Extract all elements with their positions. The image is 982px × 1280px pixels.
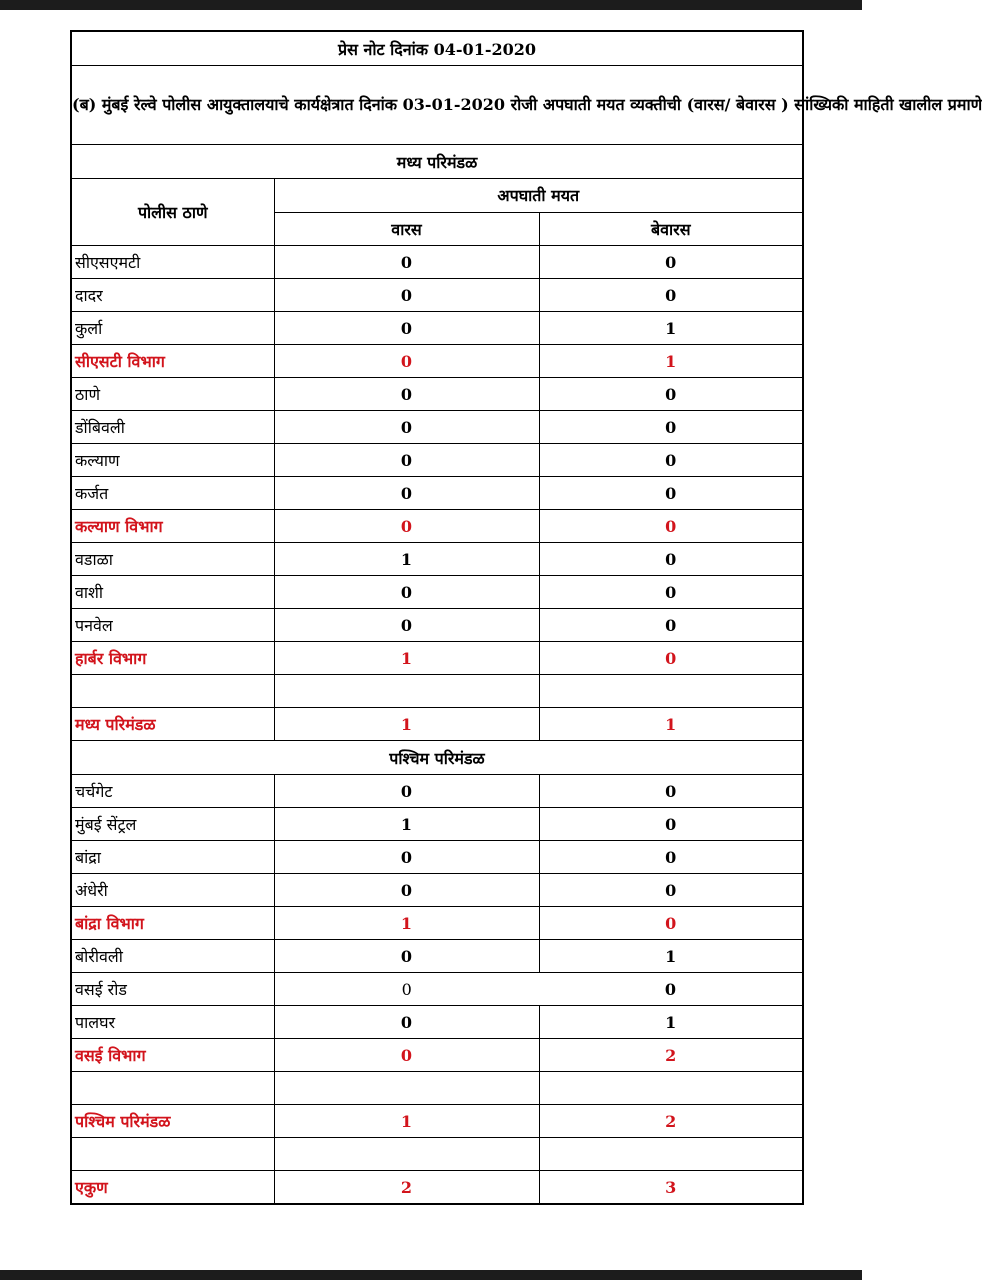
heir-count: 0 xyxy=(274,411,539,444)
station-name: कर्जत xyxy=(71,477,274,510)
empty-cell xyxy=(539,675,803,708)
heir-count: 0 xyxy=(274,345,539,378)
report-description: (ब) मुंबई रेल्वे पोलीस आयुक्तालयाचे कार्यक्षेत्रात दिनांक 03-01-2020 रोजी अपघाती मयत व्यक्तीची (वारस/ बेवारस ) सांख्यिकी माहिती खालील प्रमाणे xyxy=(71,66,803,145)
empty-row xyxy=(71,675,803,708)
table-row xyxy=(71,378,803,411)
station-name: दादर xyxy=(71,279,274,312)
empty-cell xyxy=(71,675,274,708)
station-name: पालघर xyxy=(71,1006,274,1039)
heir-count: 1 xyxy=(274,907,539,940)
accident-death-header: अपघाती मयत xyxy=(274,179,803,213)
empty-cell xyxy=(71,1072,274,1105)
division-subtotal-row xyxy=(71,907,803,940)
accident-death-table xyxy=(70,30,982,1205)
unclaimed-count: 1 xyxy=(539,940,803,973)
heir-count: 0 xyxy=(274,444,539,477)
unclaimed-count: 0 xyxy=(539,907,803,940)
empty-row xyxy=(71,1138,803,1171)
table-row xyxy=(71,874,803,907)
division-subtotal-row xyxy=(71,642,803,675)
heir-count: 0 xyxy=(274,246,539,279)
unclaimed-count: 0 xyxy=(539,477,803,510)
station-name: वाशी xyxy=(71,576,274,609)
grand-total-row xyxy=(71,1171,803,1205)
unclaimed-count: 0 xyxy=(539,808,803,841)
empty-cell xyxy=(274,1072,539,1105)
top-bar xyxy=(0,0,862,10)
heir-header: वारस xyxy=(274,212,539,246)
heir-count: 1 xyxy=(274,543,539,576)
table-row xyxy=(71,279,803,312)
heir-count: 0 xyxy=(274,841,539,874)
division-name: वसई विभाग xyxy=(71,1039,274,1072)
heir-count: 0 xyxy=(274,279,539,312)
unclaimed-count: 0 xyxy=(539,411,803,444)
table-row xyxy=(71,808,803,841)
table-row xyxy=(71,841,803,874)
station-name: बोरीवली xyxy=(71,940,274,973)
table-row xyxy=(71,543,803,576)
station-name: अंधेरी xyxy=(71,874,274,907)
press-note-title: प्रेस नोट दिनांक 04-01-2020 xyxy=(71,31,803,66)
grand-total-label: एकुण xyxy=(71,1171,274,1205)
heir-count: 0 xyxy=(274,510,539,543)
station-name: वसई रोड xyxy=(71,973,274,1006)
unclaimed-count: 2 xyxy=(539,1039,803,1072)
empty-row xyxy=(71,1072,803,1105)
unclaimed-count: 0 xyxy=(539,775,803,808)
unclaimed-count: 0 xyxy=(539,609,803,642)
unclaimed-count: 1 xyxy=(539,345,803,378)
unclaimed-count: 0 xyxy=(539,642,803,675)
police-station-header: पोलीस ठाणे xyxy=(71,179,274,246)
unclaimed-count: 1 xyxy=(539,1006,803,1039)
unclaimed-count: 2 xyxy=(539,1105,803,1138)
section-western-header: पश्चिम परिमंडळ xyxy=(71,741,803,775)
section-central-header: मध्य परिमंडळ xyxy=(71,145,803,179)
unclaimed-count: 0 xyxy=(539,510,803,543)
heir-count: 1 xyxy=(274,1105,539,1138)
zone-total-row xyxy=(71,1105,803,1138)
station-name: कुर्ला xyxy=(71,312,274,345)
table-row xyxy=(71,411,803,444)
bottom-bar xyxy=(0,1270,862,1280)
heir-count: 0 xyxy=(274,312,539,345)
unclaimed-count: 0 xyxy=(539,841,803,874)
table-row xyxy=(71,576,803,609)
heir-count: 0 xyxy=(274,775,539,808)
heir-count: 0 xyxy=(274,609,539,642)
station-name: चर्चगेट xyxy=(71,775,274,808)
division-name: हार्बर विभाग xyxy=(71,642,274,675)
unclaimed-count: 0 xyxy=(539,576,803,609)
unclaimed-count: 0 xyxy=(539,378,803,411)
heir-count: 0 xyxy=(274,1039,539,1072)
heir-count: 0 xyxy=(274,940,539,973)
station-name: कल्याण xyxy=(71,444,274,477)
zone-name: पश्चिम परिमंडळ xyxy=(71,1105,274,1138)
table-row xyxy=(71,312,803,345)
empty-cell xyxy=(539,1138,803,1171)
table-row xyxy=(71,246,803,279)
division-name: सीएसटी विभाग xyxy=(71,345,274,378)
station-name: डोंबिवली xyxy=(71,411,274,444)
empty-cell xyxy=(539,1072,803,1105)
heir-count: 1 xyxy=(274,808,539,841)
heir-count: 1 xyxy=(274,708,539,741)
heir-count: 0 xyxy=(274,477,539,510)
heir-count: 0 xyxy=(274,576,539,609)
unclaimed-count: 1 xyxy=(539,708,803,741)
table-row xyxy=(71,444,803,477)
unclaimed-count: 0 xyxy=(539,973,803,1006)
table-row xyxy=(71,940,803,973)
division-subtotal-row xyxy=(71,345,803,378)
division-name: कल्याण विभाग xyxy=(71,510,274,543)
empty-cell xyxy=(274,675,539,708)
unclaimed-count: 3 xyxy=(539,1171,803,1205)
station-name: ठाणे xyxy=(71,378,274,411)
table-row xyxy=(71,477,803,510)
heir-count: 2 xyxy=(274,1171,539,1205)
heir-count: 0 xyxy=(274,874,539,907)
division-name: बांद्रा विभाग xyxy=(71,907,274,940)
unclaimed-count: 0 xyxy=(539,543,803,576)
zone-total-row xyxy=(71,708,803,741)
zone-name: मध्य परिमंडळ xyxy=(71,708,274,741)
table-row xyxy=(71,1006,803,1039)
unclaimed-count: 0 xyxy=(539,874,803,907)
unclaimed-count: 1 xyxy=(539,312,803,345)
unclaimed-count: 0 xyxy=(539,246,803,279)
station-name: बांद्रा xyxy=(71,841,274,874)
heir-count: 0 xyxy=(274,1006,539,1039)
heir-count: 0 xyxy=(274,973,539,1006)
station-name: मुंबई सेंट्रल xyxy=(71,808,274,841)
heir-count: 1 xyxy=(274,642,539,675)
station-name: वडाळा xyxy=(71,543,274,576)
station-name: पनवेल xyxy=(71,609,274,642)
empty-cell xyxy=(71,1138,274,1171)
unclaimed-count: 0 xyxy=(539,279,803,312)
station-name: सीएसएमटी xyxy=(71,246,274,279)
table-row xyxy=(71,609,803,642)
table-row xyxy=(71,973,803,1006)
empty-cell xyxy=(274,1138,539,1171)
table-row xyxy=(71,775,803,808)
heir-count: 0 xyxy=(274,378,539,411)
division-subtotal-row xyxy=(71,1039,803,1072)
unclaimed-count: 0 xyxy=(539,444,803,477)
division-subtotal-row xyxy=(71,510,803,543)
unclaimed-header: बेवारस xyxy=(539,212,803,246)
